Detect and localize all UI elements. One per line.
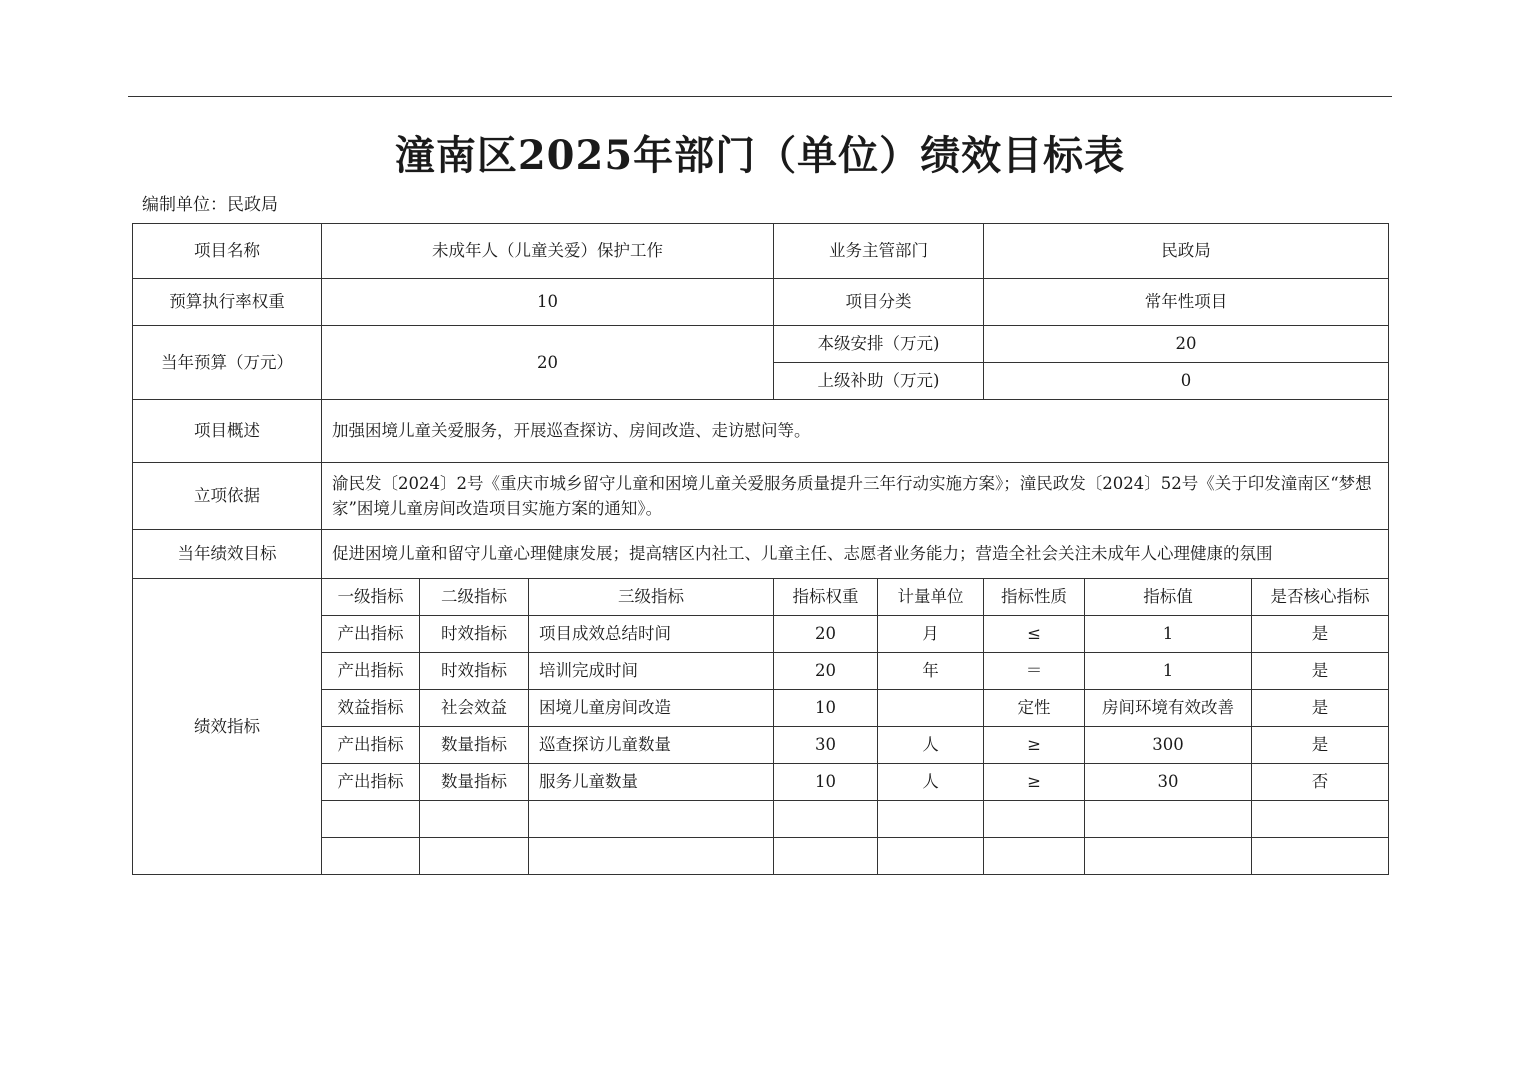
cell-unit: 月 bbox=[878, 616, 984, 653]
cell-unit: 年 bbox=[878, 653, 984, 690]
dept-label: 业务主管部门 bbox=[774, 224, 984, 279]
cell-weight: 10 bbox=[774, 764, 878, 801]
cell-level1 bbox=[322, 838, 420, 875]
cell-value: 300 bbox=[1085, 727, 1252, 764]
row-weight bbox=[133, 279, 1389, 326]
header-weight: 指标权重 bbox=[774, 579, 878, 616]
cell-level1: 产出指标 bbox=[322, 616, 420, 653]
cell-level2: 时效指标 bbox=[420, 653, 529, 690]
basis-label: 立项依据 bbox=[133, 463, 322, 530]
cell-level2 bbox=[420, 801, 529, 838]
cell-weight bbox=[774, 801, 878, 838]
cell-core: 否 bbox=[1252, 764, 1389, 801]
cell-nature: ≥ bbox=[984, 764, 1085, 801]
cell-level1: 产出指标 bbox=[322, 727, 420, 764]
local-value: 20 bbox=[984, 326, 1389, 363]
performance-table bbox=[132, 223, 1389, 875]
budget-value: 20 bbox=[322, 326, 774, 400]
indicators-section-label: 绩效指标 bbox=[133, 579, 322, 875]
upper-label: 上级补助（万元) bbox=[774, 363, 984, 400]
table-row bbox=[133, 764, 1389, 801]
row-budget-local bbox=[133, 326, 1389, 363]
header-unit: 计量单位 bbox=[878, 579, 984, 616]
header-core: 是否核心指标 bbox=[1252, 579, 1389, 616]
cell-unit bbox=[878, 838, 984, 875]
compiling-unit: 编制单位：民政局 bbox=[142, 195, 278, 215]
header-level2: 二级指标 bbox=[420, 579, 529, 616]
cell-core bbox=[1252, 838, 1389, 875]
cell-weight bbox=[774, 838, 878, 875]
cell-value bbox=[1085, 801, 1252, 838]
cell-nature: ＝ bbox=[984, 653, 1085, 690]
cell-unit bbox=[878, 801, 984, 838]
basis-value: 渝民发〔2024〕2号《重庆市城乡留守儿童和困境儿童关爱服务质量提升三年行动实施方案》；潼民政发〔2024〕52号《关于印发潼南区“梦想家”困境儿童房间改造项目实施方案的通知》。 bbox=[322, 463, 1389, 530]
cell-level3 bbox=[529, 838, 774, 875]
cell-nature: ≤ bbox=[984, 616, 1085, 653]
project-name-label: 项目名称 bbox=[133, 224, 322, 279]
cell-core: 是 bbox=[1252, 727, 1389, 764]
page-title: 潼南区2025年部门（单位）绩效目标表 bbox=[394, 132, 1126, 179]
top-rule bbox=[128, 96, 1392, 97]
cell-level3 bbox=[529, 801, 774, 838]
cell-level3: 服务儿童数量 bbox=[529, 764, 774, 801]
budget-label: 当年预算（万元） bbox=[133, 326, 322, 400]
cell-value: 房间环境有效改善 bbox=[1085, 690, 1252, 727]
cell-level1: 产出指标 bbox=[322, 764, 420, 801]
row-project-name bbox=[133, 224, 1389, 279]
cell-level3: 培训完成时间 bbox=[529, 653, 774, 690]
project-name-value: 未成年人（儿童关爱）保护工作 bbox=[322, 224, 774, 279]
cell-level2: 社会效益 bbox=[420, 690, 529, 727]
overview-label: 项目概述 bbox=[133, 400, 322, 463]
table-row bbox=[133, 690, 1389, 727]
cell-value: 1 bbox=[1085, 616, 1252, 653]
dept-value: 民政局 bbox=[984, 224, 1389, 279]
cell-level2: 数量指标 bbox=[420, 764, 529, 801]
row-goal bbox=[133, 530, 1389, 579]
table-row bbox=[133, 838, 1389, 875]
overview-value: 加强困境儿童关爱服务，开展巡查探访、房间改造、走访慰问等。 bbox=[322, 400, 1389, 463]
cell-level2: 数量指标 bbox=[420, 727, 529, 764]
cell-level3: 巡查探访儿童数量 bbox=[529, 727, 774, 764]
header-nature: 指标性质 bbox=[984, 579, 1085, 616]
table-row bbox=[133, 727, 1389, 764]
cell-nature bbox=[984, 801, 1085, 838]
cell-unit bbox=[878, 690, 984, 727]
cell-level1: 产出指标 bbox=[322, 653, 420, 690]
row-basis bbox=[133, 463, 1389, 530]
cell-level1 bbox=[322, 801, 420, 838]
cell-nature: ≥ bbox=[984, 727, 1085, 764]
table-row bbox=[133, 801, 1389, 838]
cell-level2: 时效指标 bbox=[420, 616, 529, 653]
cell-nature: 定性 bbox=[984, 690, 1085, 727]
category-label: 项目分类 bbox=[774, 279, 984, 326]
cell-weight: 30 bbox=[774, 727, 878, 764]
indicator-header-row bbox=[133, 579, 1389, 616]
cell-level3: 项目成效总结时间 bbox=[529, 616, 774, 653]
cell-value bbox=[1085, 838, 1252, 875]
cell-core: 是 bbox=[1252, 616, 1389, 653]
cell-level1: 效益指标 bbox=[322, 690, 420, 727]
cell-core bbox=[1252, 801, 1389, 838]
cell-core: 是 bbox=[1252, 690, 1389, 727]
cell-weight: 10 bbox=[774, 690, 878, 727]
local-label: 本级安排（万元) bbox=[774, 326, 984, 363]
cell-weight: 20 bbox=[774, 616, 878, 653]
goal-value: 促进困境儿童和留守儿童心理健康发展；提高辖区内社工、儿童主任、志愿者业务能力；营造全社会关注未成年人心理健康的氛围 bbox=[322, 530, 1389, 579]
goal-label: 当年绩效目标 bbox=[133, 530, 322, 579]
cell-level2 bbox=[420, 838, 529, 875]
weight-value: 10 bbox=[322, 279, 774, 326]
cell-level3: 困境儿童房间改造 bbox=[529, 690, 774, 727]
cell-nature bbox=[984, 838, 1085, 875]
category-value: 常年性项目 bbox=[984, 279, 1389, 326]
cell-weight: 20 bbox=[774, 653, 878, 690]
table-row bbox=[133, 616, 1389, 653]
upper-value: 0 bbox=[984, 363, 1389, 400]
header-level1: 一级指标 bbox=[322, 579, 420, 616]
header-value: 指标值 bbox=[1085, 579, 1252, 616]
row-overview bbox=[133, 400, 1389, 463]
table-row bbox=[133, 653, 1389, 690]
cell-unit: 人 bbox=[878, 764, 984, 801]
header-level3: 三级指标 bbox=[529, 579, 774, 616]
cell-unit: 人 bbox=[878, 727, 984, 764]
cell-value: 1 bbox=[1085, 653, 1252, 690]
weight-label: 预算执行率权重 bbox=[133, 279, 322, 326]
cell-core: 是 bbox=[1252, 653, 1389, 690]
cell-value: 30 bbox=[1085, 764, 1252, 801]
